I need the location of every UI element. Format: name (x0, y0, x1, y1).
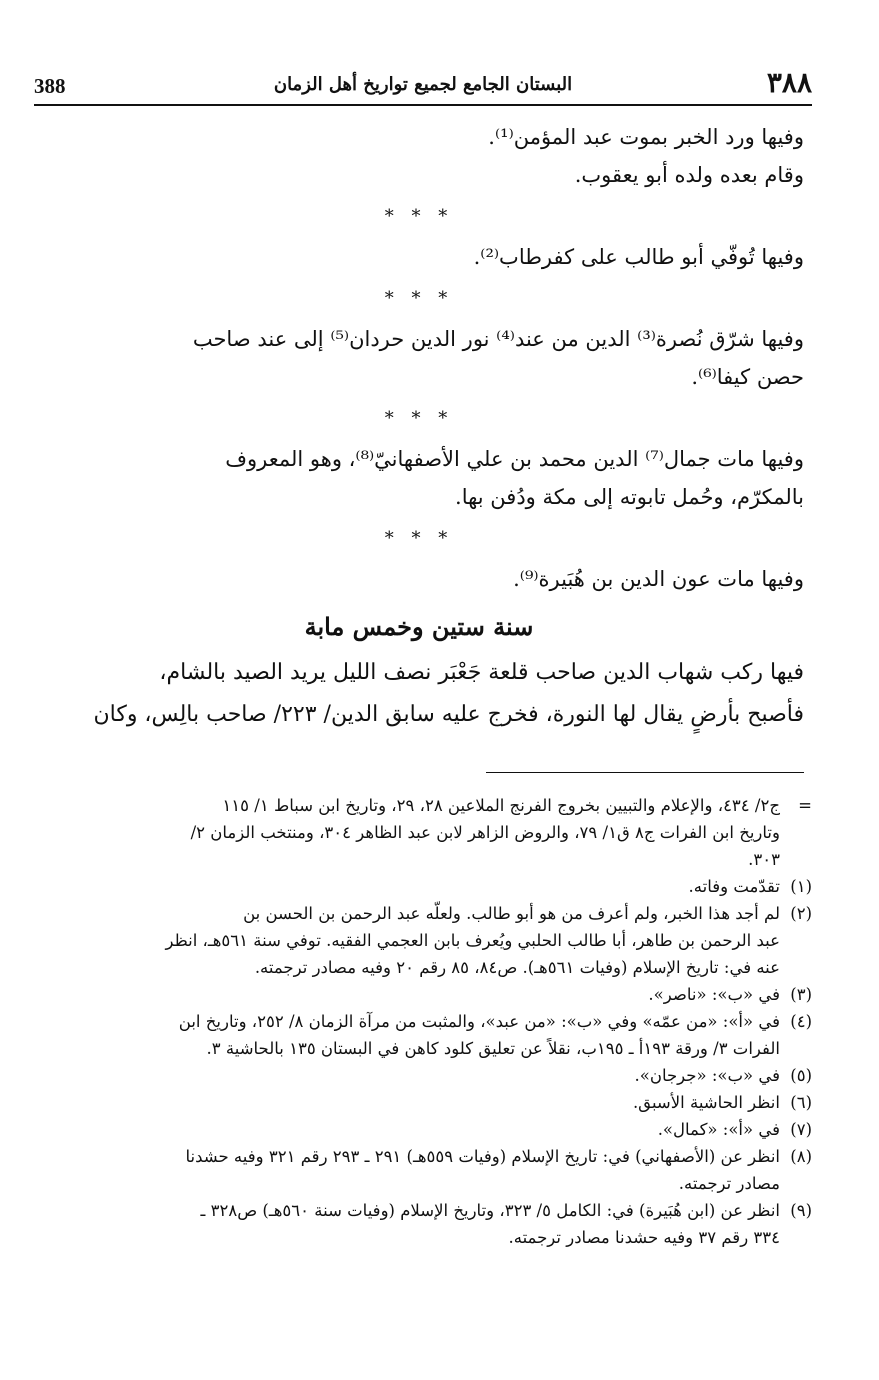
text-line: وفيها ورد الخبر بموت عبد المؤمن⁽¹⁾. (488, 125, 804, 149)
page-number-latin: 388 (34, 74, 66, 98)
footnote-continuation (34, 792, 812, 819)
footnote-number: (٦) (790, 1093, 812, 1112)
footnote-rule (486, 772, 804, 773)
footnote-number: (٨) (790, 1147, 812, 1166)
footnote-number: (٥) (790, 1066, 812, 1085)
text-line: وقام بعده ولده أبو يعقوب. (574, 163, 804, 187)
footnote-line: عبد الرحمن بن طاهر، أبا طالب الحلبي ويُعرف بابن العجمي الفقيه. توفي سنة ٥٦١هـ، انظر (165, 931, 780, 950)
footnote-line: ٣٠٣. (748, 850, 780, 869)
footnote-text: في «ب»: «ناصر». (648, 985, 780, 1004)
footnote-number: (٢) (790, 904, 812, 923)
footnote-9 (34, 1197, 812, 1224)
text-line: فيها ركب شهاب الدين صاحب قلعة جَعْبَر نصف الليل يريد الصيد بالشام، (159, 660, 804, 685)
footnote-number: (٩) (790, 1201, 812, 1220)
footnote-text: في «ب»: «جرجان». (634, 1066, 780, 1085)
header-rule (34, 104, 812, 106)
continuation-mark: = (798, 796, 812, 815)
footnote-text: في «أ»: «من عمّه» وفي «ب»: «من عبد»، والمثبت من مرآة الزمان ٨/ ٢٥٢، وتاريخ ابن (178, 1012, 780, 1031)
section-divider: * * * (384, 288, 454, 309)
year-heading: سنة ستين وخمس مابة (304, 612, 534, 641)
footnote-2 (34, 900, 812, 927)
footnote-6 (34, 1089, 812, 1116)
footnote-text: انظر الحاشية الأسبق. (632, 1093, 780, 1112)
footnote-1 (34, 873, 812, 900)
footnote-text: انظر عن (الأصفهاني) في: تاريخ الإسلام (وفيات ٥٥٩هـ) ٢٩١ ـ ٢٩٣ رقم ٣٢١ وفيه حشدنا (185, 1147, 780, 1166)
running-header (34, 66, 812, 106)
footnote-line: مصادر ترجمته. (678, 1174, 780, 1193)
footnote-number: (٧) (790, 1120, 812, 1139)
running-title: البستان الجامع لجميع تواريخ أهل الزمان (273, 74, 573, 95)
section-divider: * * * (384, 408, 454, 429)
page-number-arabic: ٣٨٨ (766, 66, 812, 99)
footnote-number: (١) (790, 877, 812, 896)
footnote-text: انظر عن (ابن هُبَيرة) في: الكامل ٥/ ٣٢٣، وتاريخ الإسلام (وفيات سنة ٥٦٠هـ) ص٣٢٨ ـ (200, 1201, 780, 1220)
text-line: وفيها مات جمال⁽⁷⁾ الدين محمد بن علي الأصفهانيّ⁽⁸⁾، وهو المعروف (225, 447, 804, 471)
footnote-5 (34, 1062, 812, 1089)
footnote-line: ٣٣٤ رقم ٣٧ وفيه حشدنا مصادر ترجمته. (508, 1228, 780, 1247)
section-divider: * * * (384, 206, 454, 227)
footnote-8 (34, 1143, 812, 1170)
text-line: وفيها شرّق نُصرة⁽³⁾ الدين من عند⁽⁴⁾ نور الدين حردان⁽⁵⁾ إلى عند صاحب (192, 327, 804, 351)
footnote-line: وتاريخ ابن الفرات ج٨ ق١/ ٧٩، والروض الزاهر لابن عبد الظاهر ٣٠٤، ومنتخب الزمان ٢/ (190, 823, 780, 842)
footnote-text: في «أ»: «كمال». (657, 1120, 780, 1139)
text-line: بالمكرّم، وحُمل تابوته إلى مكة ودُفن بها. (455, 485, 804, 509)
footnote-text: ج٢/ ٤٣٤، والإعلام والتبيين بخروج الفرنج الملاعين ٢٨، ٢٩، وتاريخ ابن سباط ١/ ١١٥ (222, 796, 780, 815)
footnote-3 (34, 981, 812, 1008)
footnote-7 (34, 1116, 812, 1143)
section-divider: * * * (384, 528, 454, 549)
footnote-text: لم أجد هذا الخبر، ولم أعرف من هو أبو طالب. ولعلّه عبد الرحمن بن الحسن بن (243, 904, 780, 923)
text-line: وفيها تُوفّي أبو طالب على كفرطاب⁽²⁾. (473, 245, 804, 269)
footnote-number: (٣) (790, 985, 812, 1004)
text-line: وفيها مات عون الدين بن هُبَيرة⁽⁹⁾. (513, 567, 804, 591)
footnote-line: الفرات ٣/ ورقة ١٩٣أ ـ ١٩٥ب، نقلاً عن تعليق كلود كاهن في البستان ١٣٥ بالحاشية ٣. (206, 1039, 780, 1058)
footnotes (34, 792, 812, 1251)
main-text (34, 118, 804, 736)
text-line: حصن كيفا⁽⁶⁾. (691, 365, 804, 389)
footnote-number: (٤) (790, 1012, 812, 1031)
text-line: فأصبح بأرضٍ يقال لها النورة، فخرج عليه سابق الدين/ ٢٢٣/ صاحب بالِس، وكان (93, 702, 804, 727)
footnote-text: تقدّمت وفاته. (688, 877, 780, 896)
footnote-line: عنه في: تاريخ الإسلام (وفيات ٥٦١هـ). ص٨٤، ٨٥ رقم ٢٠ وفيه مصادر ترجمته. (254, 958, 780, 977)
footnote-4 (34, 1008, 812, 1035)
